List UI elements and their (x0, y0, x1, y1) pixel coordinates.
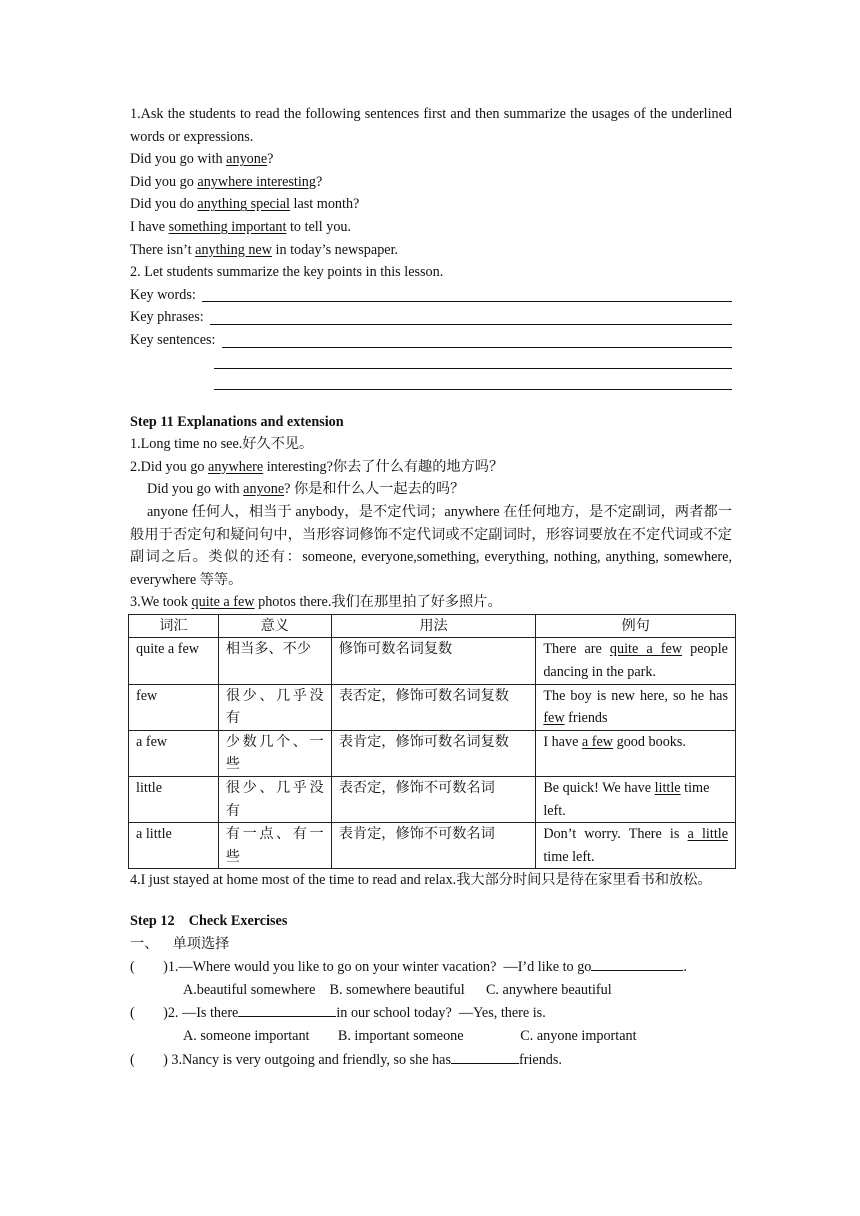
underlined-word: anyone (243, 481, 285, 498)
explanation-line: Did you go with anyone? 你是和什么人一起去的吗？ (147, 481, 465, 498)
word-cell: a little (129, 823, 219, 869)
key-phrases-label: Key phrases: (130, 309, 204, 326)
answer-blank[interactable] (202, 285, 732, 302)
section-title: 一、 单项选择 (130, 935, 230, 952)
explanation-line: 1.Long time no see.好久不见。 (130, 436, 314, 453)
answer-blank[interactable] (210, 308, 732, 325)
example-cell: Be quick! We have little time left. (536, 777, 736, 823)
question-2-options: A. someone important B. important someone C. anyone important (183, 1027, 637, 1044)
question-3: ( ) 3.Nancy is very outgoing and friendly, so she has friends. (130, 1048, 732, 1072)
usage-cell: 表肯定，修饰可数名词复数 (331, 730, 536, 776)
table-header-row (129, 614, 736, 638)
key-phrases-line (130, 306, 732, 329)
answer-blank[interactable] (591, 955, 683, 971)
answer-blank[interactable] (451, 1048, 519, 1064)
step12-heading: Step 12 Check Exercises (130, 913, 288, 929)
table-row (129, 823, 736, 869)
question-1: ( )1.—Where would you like to go on your winter vacation? —I’d like to go . (130, 955, 732, 979)
question-1-options: A.beautiful somewhere B. somewhere beautiful C. anywhere beautiful (183, 981, 612, 998)
answer-blank[interactable] (214, 352, 732, 369)
example-sentence: I have something important to tell you. (130, 218, 352, 235)
word-cell: a few (129, 730, 219, 776)
instruction-1: 1.Ask the students to read the following sentences first and then summarize the usages of the underlined words or expressions. (130, 106, 732, 145)
example-sentence: There isn’t anything new in today’s newspaper. (130, 241, 399, 258)
question-2: ( )2. —Is there in our school today? —Yes, there is. (130, 1001, 732, 1025)
usage-cell: 修饰可数名词复数 (331, 638, 536, 684)
answer-blank[interactable] (214, 373, 732, 390)
column-header: 词汇 (129, 614, 219, 638)
example-sentence: Did you do anything special last month? (130, 196, 360, 213)
column-header: 意义 (218, 614, 331, 638)
column-header: 例句 (536, 614, 736, 638)
example-cell: I have a few good books. (536, 730, 736, 776)
answer-blank[interactable] (222, 331, 733, 348)
underlined-word: something important (168, 218, 287, 235)
meaning-cell: 很少、几乎没有 (218, 684, 331, 730)
step11-heading: Step 11 Explanations and extension (130, 413, 344, 430)
key-sentences-label: Key sentences: (130, 331, 216, 348)
explanation-paragraph: anyone 任何人，相当于 anybody，是不定代词；anywhere 在任何地方，是不定副词，两者都一般用于否定句和疑问句中，当形容词修饰不定代词或不定副词时，形容词要放在不定代词或不定副词之后。类似的还有：someone, everyone,something, everything, nothing, anything, somewhere, everywhere 等等。 (130, 503, 732, 588)
word-cell: little (129, 777, 219, 823)
underlined-word: quite a few (191, 594, 255, 611)
usage-cell: 表肯定，修饰不可数名词 (331, 823, 536, 869)
key-sentences-line (130, 329, 732, 352)
key-words-line (130, 284, 732, 307)
example-cell: The boy is new here, so he has few friends (536, 684, 736, 730)
usage-cell: 表否定，修饰可数名词复数 (331, 684, 536, 730)
explanation-line: 2.Did you go anywhere interesting?你去了什么有趣的地方吗？ (130, 458, 504, 475)
meaning-cell: 相当多、不少 (218, 638, 331, 684)
underlined-word: anyone (226, 151, 268, 168)
underlined-word: anywhere (208, 458, 264, 475)
key-words-label: Key words: (130, 286, 196, 303)
meaning-cell: 很少、几乎没有 (218, 777, 331, 823)
underlined-word: anywhere interesting (197, 173, 316, 190)
example-cell: Don’t worry. There is a little time left. (536, 823, 736, 869)
usage-cell: 表否定，修饰不可数名词 (331, 777, 536, 823)
table-row (129, 684, 736, 730)
meaning-cell: 有一点、有一些 (218, 823, 331, 869)
key-sentences-line-3 (130, 373, 732, 394)
meaning-cell: 少数几个、一些 (218, 730, 331, 776)
table-row (129, 638, 736, 684)
document-page (130, 103, 732, 1071)
underlined-word: anything new (195, 241, 272, 258)
column-header: 用法 (331, 614, 536, 638)
instruction-2: 2. Let students summarize the key points in this lesson. (130, 264, 444, 281)
explanation-line: 4.I just stayed at home most of the time to read and relax.我大部分时间只是待在家里看书和放松。 (130, 872, 712, 889)
example-sentence: Did you go anywhere interesting? (130, 173, 323, 190)
answer-blank[interactable] (238, 1001, 336, 1017)
word-cell: few (129, 684, 219, 730)
vocabulary-table (128, 614, 736, 870)
table-row (129, 777, 736, 823)
example-cell: There are quite a few people dancing in the park. (536, 638, 736, 684)
table-row (129, 730, 736, 776)
key-sentences-line-2 (130, 352, 732, 373)
word-cell: quite a few (129, 638, 219, 684)
explanation-line: 3.We took quite a few photos there.我们在那里拍了好多照片。 (130, 594, 502, 611)
example-sentence: Did you go with anyone? (130, 151, 274, 168)
underlined-word: anything special (197, 196, 290, 213)
